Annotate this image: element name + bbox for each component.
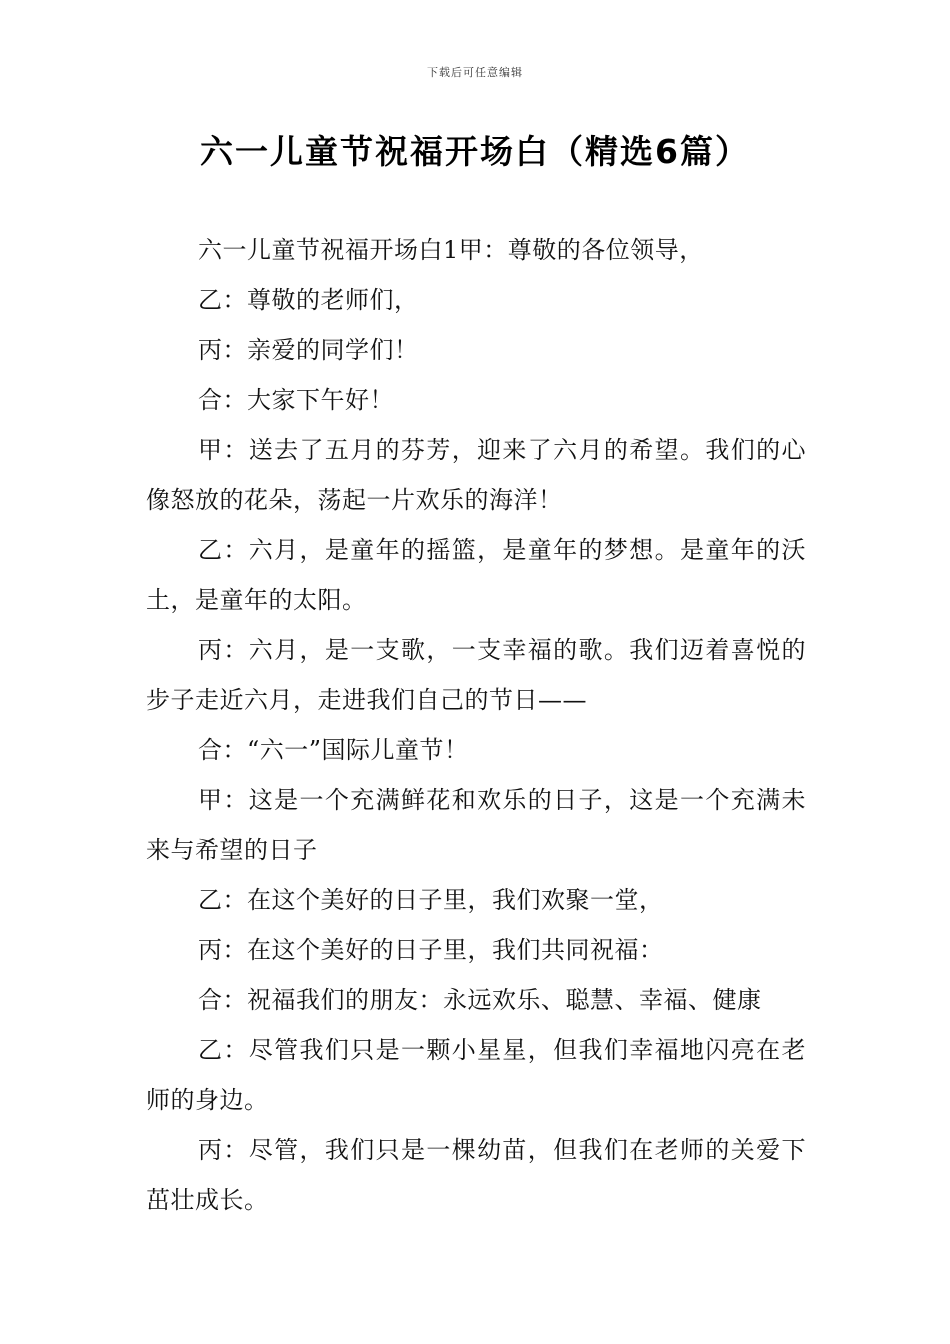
paragraph: 合：“六一”国际儿童节！ [198,736,469,764]
paragraph: 丙：尽管，我们只是一棵幼苗，但我们在老师的关爱下茁壮成长。 [146,1136,806,1214]
paragraph: 甲：送去了五月的芬芳，迎来了六月的希望。我们的心像怒放的花朵，荡起一片欢乐的海洋！ [146,436,806,514]
paragraph: 乙：尽管我们只是一颗小星星，但我们幸福地闪亮在老师的身边。 [146,1036,806,1114]
paragraph: 丙：在这个美好的日子里，我们共同祝福： [198,936,664,964]
paragraph: 乙：六月，是童年的摇篮，是童年的梦想。是童年的沃土，是童年的太阳。 [146,536,806,614]
paragraph: 丙：亲爱的同学们！ [198,336,419,364]
paragraph: 乙：在这个美好的日子里，我们欢聚一堂， [198,886,664,914]
document-body [146,225,806,1225]
paragraph: 六一儿童节祝福开场白1甲：尊敬的各位领导， [198,236,704,264]
paragraph: 合：祝福我们的朋友：永远欢乐、聪慧、幸福、健康 [198,986,762,1014]
header-note: 下载后可任意编辑 [427,66,523,79]
paragraph: 合：大家下午好！ [198,386,394,414]
paragraph: 甲：这是一个充满鲜花和欢乐的日子，这是一个充满未来与希望的日子 [146,786,806,864]
document-title: 六一儿童节祝福开场白（精选6篇） [200,132,750,171]
paragraph: 丙：六月，是一支歌，一支幸福的歌。我们迈着喜悦的步子走近六月，走进我们自己的节日—— [146,636,806,714]
paragraph: 乙：尊敬的老师们， [198,286,419,314]
